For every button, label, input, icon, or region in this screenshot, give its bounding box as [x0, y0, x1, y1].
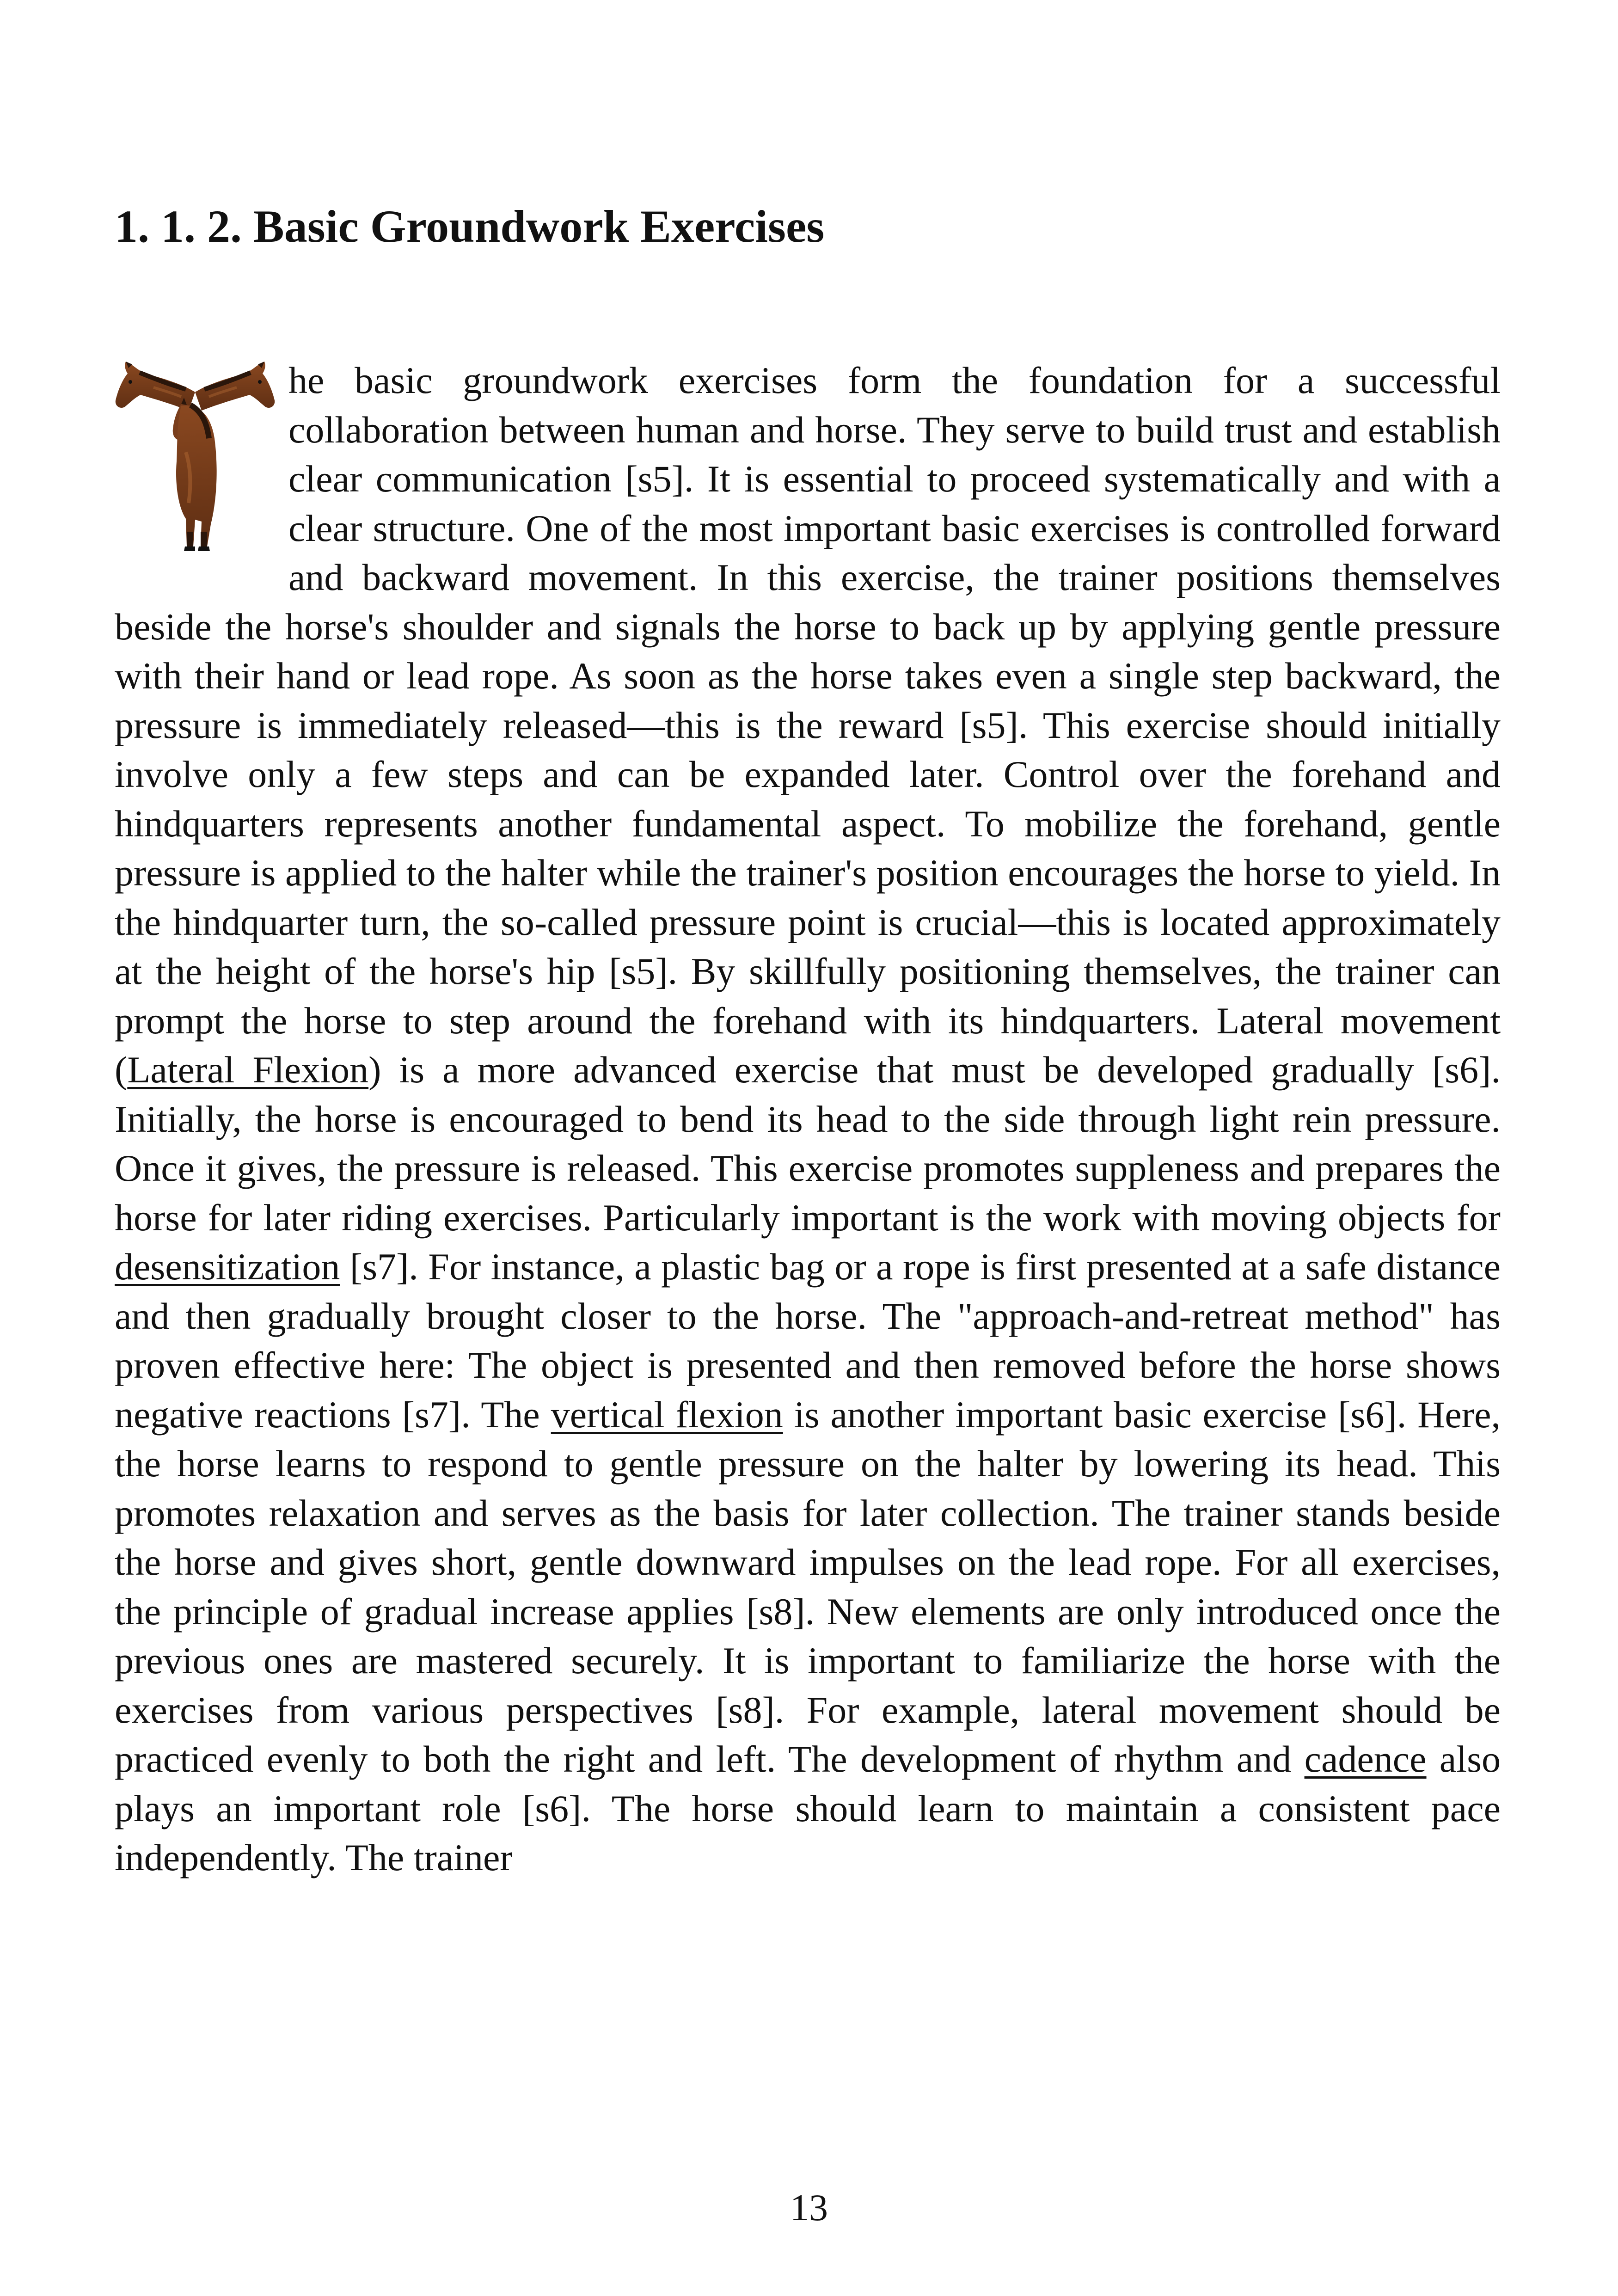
- term-cadence: cadence: [1304, 1738, 1427, 1780]
- body-text-segment: also plays an important role [s6]. The horse should learn to maintain a consistent pace independently. The trainer: [115, 1738, 1501, 1879]
- term-vertical-flexion: vertical flexion: [551, 1393, 783, 1436]
- horses-forming-letter-icon: [112, 360, 278, 554]
- body-text-segment: he basic groundwork exercises form the foundation for a successful collaboration between human and horse. They serve to build trust and establish clear communication [s5]. It is essential to proceed systematically and with a clear structure. One of the most important basic exercises is controlled forward and backward movement. In this exercise, the trainer positions themselves beside the horse's shoulder and signals the horse to back up by applying gentle pressure with their hand or lead rope. As soon as the horse takes even a single step backward, the pressure is immediately released—this is the reward [s5]. This exercise should initially involve only a few steps and can be expanded later. Control over the forehand and hindquarters represents another fundamental aspect. To mobilize the forehand, gentle pressure is applied to the halter while the trainer's position encourages the horse to yield. In the hindquarter turn, the so-called pressure point is crucial—this is located approximately at the height of the horse's hip [s5]. By skillfully positioning themselves, the trainer can prompt the horse to step around the forehand with its hindquarters. Lateral movement (: [115, 359, 1501, 1091]
- body-text-segment: [s7]. For instance, a plastic bag or a rope is first presented at a safe distance and then gradually brought closer to the horse. The "approach-and-retreat method" has proven effective here: The object is presented and then removed before the horse shows negative reactions [s7]. The: [115, 1246, 1501, 1436]
- term-desensitization: desensitization: [115, 1246, 340, 1288]
- term-lateral-flexion: Lateral Flexion: [127, 1049, 369, 1091]
- section-heading: 1. 1. 2. Basic Groundwork Exercises: [115, 201, 825, 252]
- body-text-segment: ) is a more advanced exercise that must be developed gradually [s6]. Initially, the horse is encouraged to bend its head to the side through light rein pressure. Once it gives, the pressure is released. This exercise promotes suppleness and prepares the horse for later riding exercises. Particularly important is the work with moving objects for: [115, 1049, 1501, 1239]
- body-text-segment: is another important basic exercise [s6]. Here, the horse learns to respond to gentle pressure on the halter by lowering its head. This promotes relaxation and serves as the basis for later collection. The trainer stands beside the horse and gives short, gentle downward impulses on the lead rope. For all exercises, the principle of gradual increase applies [s8]. New elements are only introduced once the previous ones are mastered securely. It is important to familiarize the horse with the exercises from various perspectives [s8]. For example, lateral movement should be practiced evenly to both the right and left. The development of rhythm and: [115, 1393, 1501, 1780]
- page-number: 13: [790, 2186, 828, 2228]
- dropcap-horse-t-illustration: [112, 360, 278, 554]
- body-paragraph: [115, 356, 1501, 1883]
